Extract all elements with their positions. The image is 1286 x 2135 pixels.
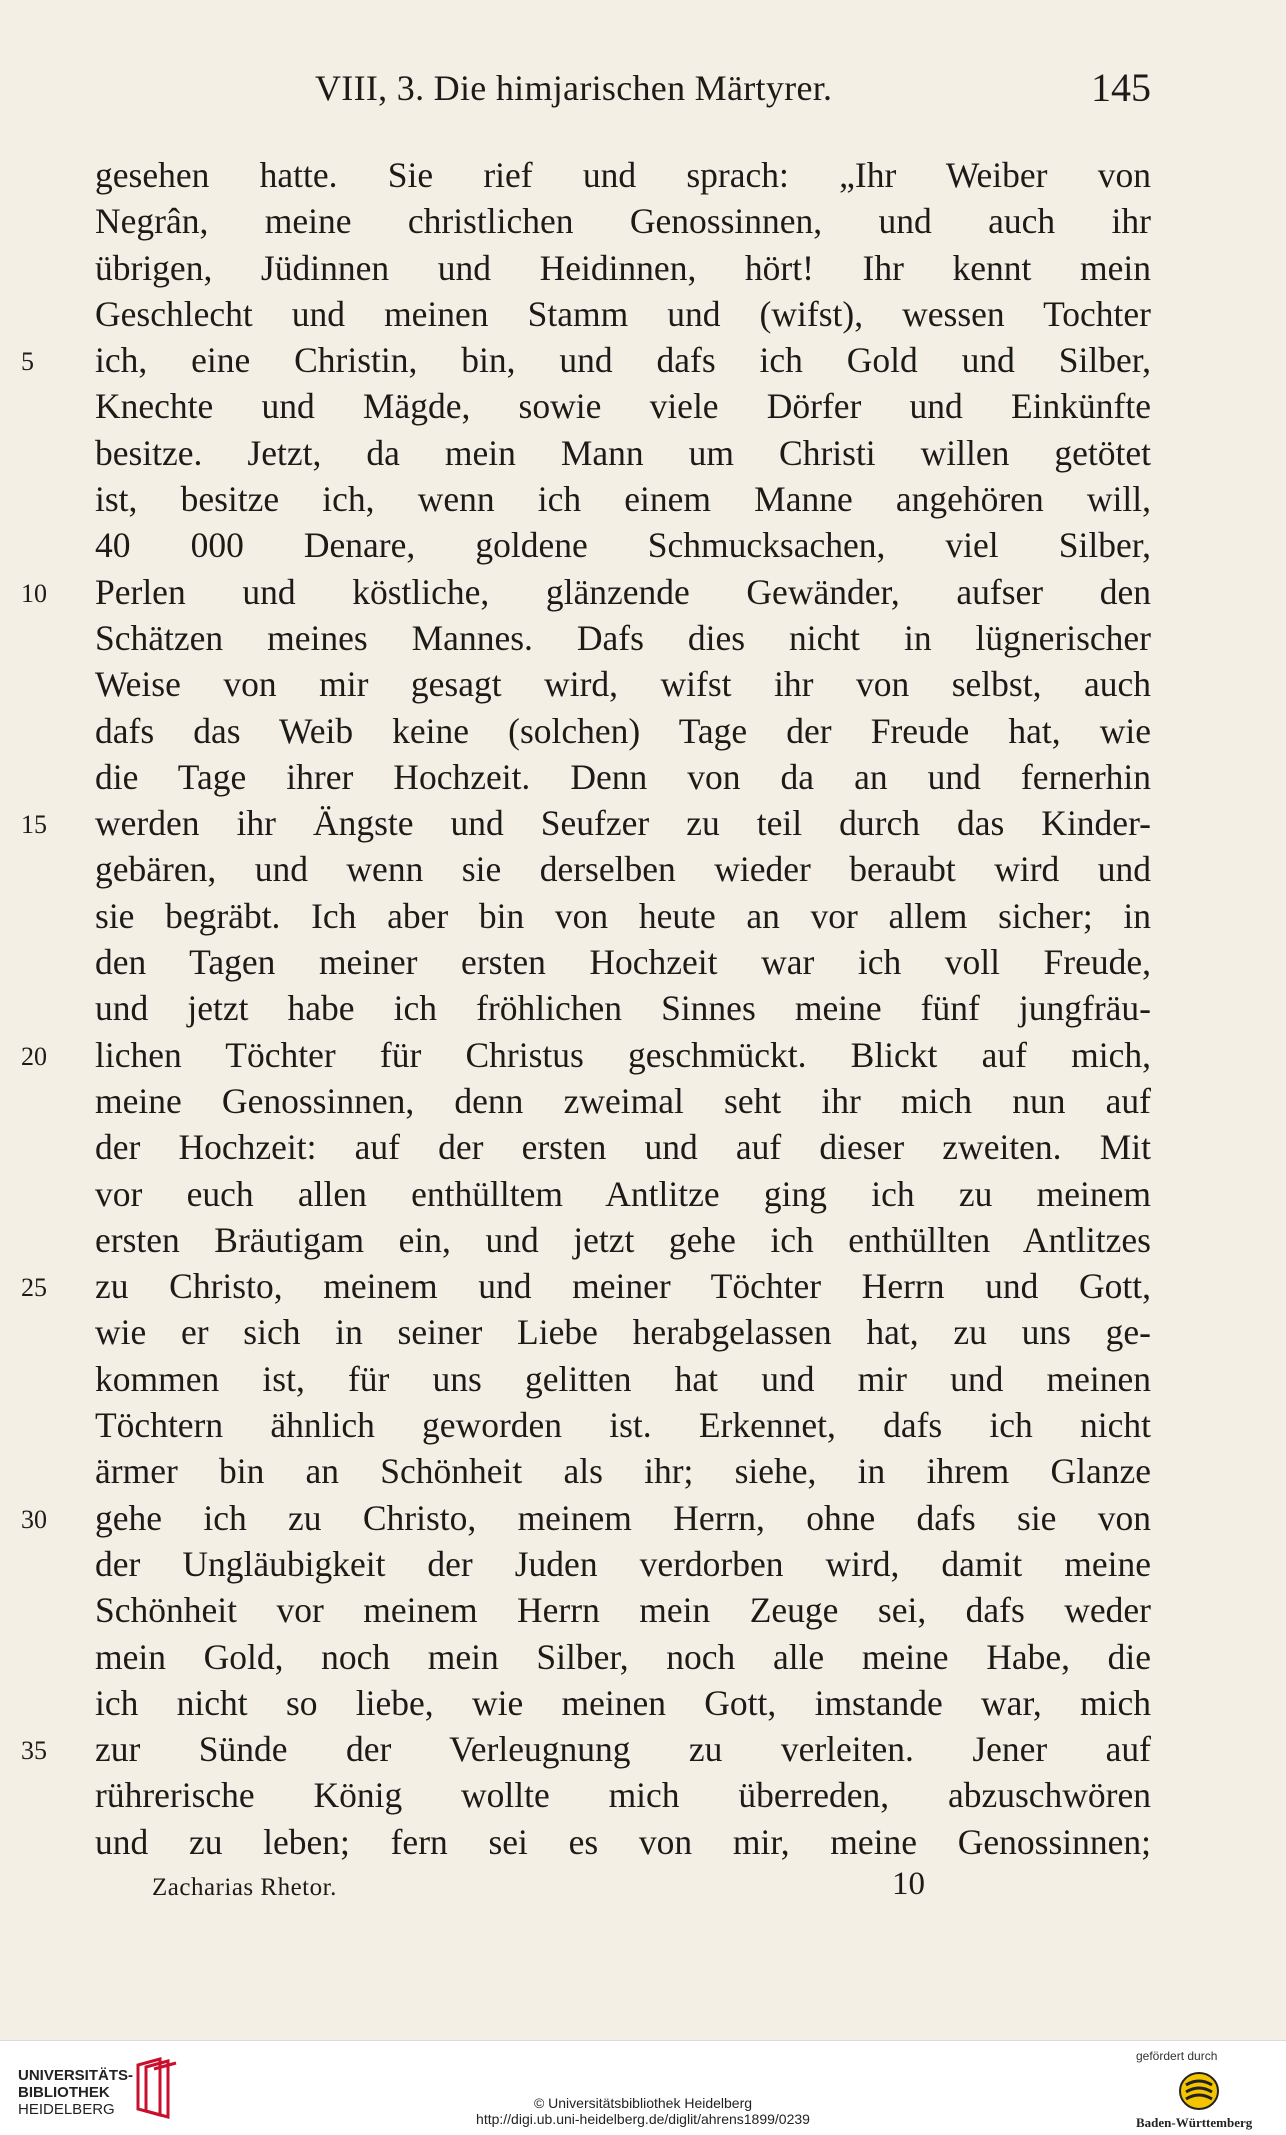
text-line (95, 152, 1151, 198)
text-line (95, 939, 1151, 985)
line-text: Geschlecht und meinen Stamm und (wifst), wessen Tochter (95, 293, 1151, 334)
sponsor-name: Baden-Württemberg (1136, 2115, 1253, 2130)
line-text: rührerische König wollte mich überreden, abzuschwören (95, 1775, 1151, 1816)
text-line (21, 1263, 1151, 1309)
copyright-block (0, 2095, 1286, 2127)
line-text: ich, eine Christin, bin, und dafs ich Gold und Silber, (95, 340, 1151, 381)
signature-sheet-mark: 10 (892, 1866, 925, 1902)
text-line (95, 615, 1151, 661)
text-line (95, 476, 1151, 522)
text-line (95, 1448, 1151, 1494)
text-line (21, 1032, 1151, 1078)
line-text: Töchtern ähnlich geworden ist. Erkennet, dafs ich nicht (95, 1405, 1151, 1446)
line-text: den Tagen meiner ersten Hochzeit war ich voll Freude, (95, 942, 1151, 983)
text-line (95, 245, 1151, 291)
text-line (95, 754, 1151, 800)
line-number: 5 (21, 347, 34, 377)
library-name-line2: BIBLIOTHEK (18, 2084, 110, 2101)
line-text: und zu leben; fern sei es von mir, meine Genossinnen; (95, 1821, 1151, 1862)
line-text: dafs das Weib keine (solchen) Tage der Freude hat, wie (95, 710, 1151, 751)
line-text: und jetzt habe ich fröhlichen Sinnes meine fünf jungfräu- (95, 988, 1151, 1029)
line-number: 15 (21, 810, 47, 840)
text-line (95, 846, 1151, 892)
line-text: kommen ist, für uns gelitten hat und mir und meinen (95, 1358, 1151, 1399)
line-text: ist, besitze ich, wenn ich einem Manne angehören will, (95, 479, 1151, 520)
text-line (95, 1078, 1151, 1124)
line-text: mein Gold, noch mein Silber, noch alle meine Habe, die (95, 1636, 1151, 1677)
footer-bar (0, 2040, 1286, 2135)
text-line (95, 893, 1151, 939)
text-line (21, 569, 1151, 615)
text-line (95, 708, 1151, 754)
line-number: 10 (21, 578, 47, 608)
line-text: werden ihr Ängste und Seufzer zu teil durch das Kinder- (95, 803, 1151, 844)
text-line (95, 1819, 1151, 1865)
text-line (95, 522, 1151, 568)
line-text: der Hochzeit: auf der ersten und auf dieser zweiten. Mit (95, 1127, 1151, 1168)
text-line (21, 1495, 1151, 1541)
text-line (21, 337, 1151, 383)
line-number: 30 (21, 1504, 47, 1534)
line-text: gesehen hatte. Sie rief und sprach: „Ihr Weiber von (95, 155, 1151, 195)
text-line (95, 1402, 1151, 1448)
page-number: 145 (1091, 65, 1151, 110)
line-text: zur Sünde der Verleugnung zu verleiten. Jener auf (95, 1729, 1151, 1770)
text-line (95, 1124, 1151, 1170)
line-text: Knechte und Mägde, sowie viele Dörfer und Einkünfte (95, 386, 1151, 427)
text-line (95, 1587, 1151, 1633)
text-line (21, 1726, 1151, 1772)
running-head (95, 60, 1151, 116)
line-text: der Ungläubigkeit der Juden verdorben wird, damit meine (95, 1543, 1151, 1584)
running-head-title: VIII, 3. Die himjarischen Märtyrer. (315, 68, 833, 108)
line-text: ersten Bräutigam ein, und jetzt gehe ich enthüllten Antlitzes (95, 1219, 1151, 1260)
line-text: ich nicht so liebe, wie meinen Gott, imstande war, mich (95, 1682, 1151, 1723)
line-text: Schönheit vor meinem Herrn mein Zeuge sei, dafs weder (95, 1590, 1151, 1631)
line-text: gehe ich zu Christo, meinem Herrn, ohne dafs sie von (95, 1497, 1151, 1538)
line-text: ärmer bin an Schönheit als ihr; siehe, in ihrem Glanze (95, 1451, 1151, 1492)
signature-author: Zacharias Rhetor. (152, 1874, 337, 1901)
line-text: vor euch allen enthülltem Antlitze ging ich zu meinem (95, 1173, 1151, 1214)
text-line (95, 1171, 1151, 1217)
text-line (95, 198, 1151, 244)
text-line (95, 383, 1151, 429)
text-line (95, 1541, 1151, 1587)
text-line (95, 661, 1151, 707)
line-text: meine Genossinnen, denn zweimal seht ihr mich nun auf (95, 1080, 1151, 1121)
baden-wuerttemberg-crest-icon (1178, 2071, 1220, 2111)
text-line (95, 291, 1151, 337)
line-text: übrigen, Jüdinnen und Heidinnen, hört! Ihr kennt mein (95, 247, 1151, 288)
copyright-text: © Universitätsbibliothek Heidelberg (533, 2095, 753, 2111)
text-line (21, 800, 1151, 846)
library-name-line3: HEIDELBERG (18, 2101, 115, 2118)
line-text: lichen Töchter für Christus geschmückt. Blickt auf mich, (95, 1034, 1151, 1075)
line-text: 40 000 Denare, goldene Schmucksachen, viel Silber, (95, 525, 1151, 566)
line-text: die Tage ihrer Hochzeit. Denn von da an und fernerhin (95, 756, 1151, 797)
text-line (95, 985, 1151, 1031)
text-line (95, 1217, 1151, 1263)
sponsor-label: gefördert durch (1136, 2049, 1218, 2063)
line-text: Schätzen meines Mannes. Dafs dies nicht in lügnerischer (95, 617, 1151, 658)
line-text: zu Christo, meinem und meiner Töchter Herrn und Gott, (95, 1266, 1151, 1307)
text-line (95, 1309, 1151, 1355)
line-text: sie begräbt. Ich aber bin von heute an vor allem sicher; in (95, 895, 1151, 936)
text-line (95, 1772, 1151, 1818)
line-text: Negrân, meine christlichen Genossinnen, und auch ihr (95, 201, 1151, 242)
line-number: 25 (21, 1273, 47, 1303)
body-text (21, 152, 1151, 1865)
line-text: Perlen und köstliche, glänzende Gewänder, aufser den (95, 571, 1151, 612)
text-line (95, 430, 1151, 476)
line-text: gebären, und wenn sie derselben wieder beraubt wird und (95, 849, 1151, 890)
permalink-url[interactable]: http://digi.ub.uni-heidelberg.de/diglit/ahrens1899/0239 (476, 2111, 810, 2127)
line-text: wie er sich in seiner Liebe herabgelassen hat, zu uns ge- (95, 1312, 1151, 1353)
line-text: Weise von mir gesagt wird, wifst ihr von selbst, auch (95, 664, 1151, 705)
line-number: 20 (21, 1041, 47, 1071)
text-line (95, 1356, 1151, 1402)
library-name-line1: UNIVERSITÄTS- (18, 2067, 134, 2084)
text-line (95, 1634, 1151, 1680)
line-number: 35 (21, 1736, 47, 1766)
text-line (95, 1680, 1151, 1726)
line-text: besitze. Jetzt, da mein Mann um Christi willen getötet (95, 432, 1151, 473)
